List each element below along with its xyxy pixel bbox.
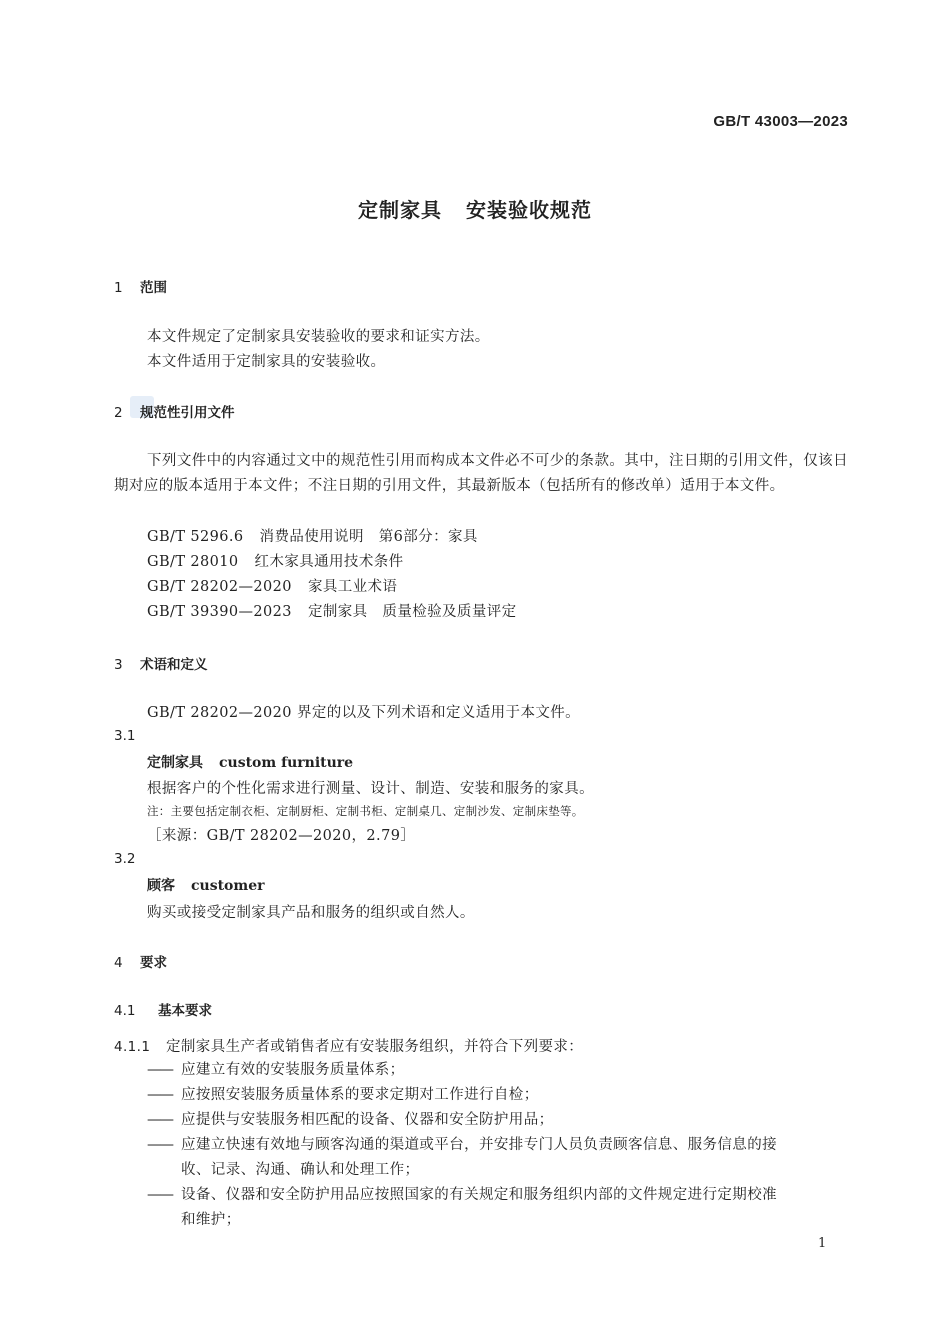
term-english: customer (191, 878, 265, 894)
term-note: 注：主要包括定制衣柜、定制厨柜、定制书柜、定制桌几、定制沙发、定制床垫等。 (147, 804, 584, 818)
section-4-heading (114, 951, 167, 971)
list-item-text: 设备、仪器和安全防护用品应按照国家的有关规定和服务组织内部的文件规定进行定期校准 (181, 1187, 777, 1203)
term-definition: 购买或接受定制家具产品和服务的组织或自然人。 (147, 905, 475, 921)
reference-title: 家具工业术语 (307, 579, 398, 595)
standard-number: GB/T 43003—2023 (713, 113, 848, 130)
list-item-text: 应提供与安装服务相匹配的设备、仪器和安全防护用品； (181, 1112, 554, 1128)
reference-code: GB/T 5296.6 (147, 529, 244, 545)
reference-title: 红木家具通用技术条件 (254, 554, 404, 570)
term-english: custom furniture (219, 755, 354, 771)
paragraph: 本文件适用于定制家具的安装验收。 (147, 354, 386, 370)
list-item-text: 应按照安装服务质量体系的要求定期对工作进行自检； (181, 1087, 539, 1103)
dash-marker: —— (147, 1137, 172, 1153)
section-title: 术语和定义 (140, 657, 208, 673)
title-part-1: 定制家具 (358, 198, 442, 222)
term-number: 3.1 (114, 728, 136, 744)
section-2-heading (114, 401, 235, 421)
term-chinese: 顾客 (147, 878, 175, 894)
reference-item (147, 575, 397, 596)
term-definition: 根据客户的个性化需求进行测量、设计、制造、安装和服务的家具。 (147, 781, 594, 797)
list-item (147, 1108, 848, 1133)
reference-title: 定制家具 质量检验及质量评定 (307, 604, 517, 620)
term-source: ［来源：GB/T 28202—2020，2.79］ (147, 828, 416, 844)
list-item-text: 应建立快速有效地与顾客沟通的渠道或平台，并安排专门人员负责顾客信息、服务信息的接 (181, 1137, 777, 1153)
list-item (147, 1058, 848, 1083)
reference-item (147, 550, 404, 571)
section-3-heading (114, 653, 208, 673)
section-1-heading (114, 276, 167, 296)
term-heading (147, 875, 265, 895)
section-number: 4 (114, 955, 123, 971)
dash-marker: —— (147, 1087, 172, 1103)
paragraph: 本文件规定了定制家具安装验收的要求和证实方法。 (147, 329, 490, 345)
title-part-2: 安装验收规范 (466, 198, 592, 222)
term-number: 3.2 (114, 851, 136, 867)
term-heading (147, 752, 353, 772)
reference-code: GB/T 39390—2023 (147, 604, 292, 620)
section-number: 3 (114, 657, 123, 673)
reference-code: GB/T 28010 (147, 554, 239, 570)
document-title (0, 194, 950, 223)
dash-marker: —— (147, 1187, 172, 1203)
subsection-number: 4.1 (114, 1003, 136, 1019)
section-2-intro: 下列文件中的内容通过文中的规范性引用而构成本文件必不可少的条款。其中，注日期的引用文件，仅该日期对应的版本适用于本文件；不注日期的引用文件，其最新版本（包括所有的修改单）适用于本文件。 (114, 453, 848, 494)
reference-code: GB/T 28202—2020 (147, 579, 292, 595)
list-item-continuation: 和维护； (181, 1212, 241, 1228)
clause-number: 4.1.1 (114, 1039, 151, 1055)
list-item (147, 1083, 848, 1108)
reference-item (147, 600, 517, 621)
list-item-text: 应建立有效的安装服务质量体系； (181, 1062, 405, 1078)
list-item-continuation: 收、记录、沟通、确认和处理工作； (181, 1162, 420, 1178)
reference-title: 消费品使用说明 第6部分：家具 (259, 529, 478, 545)
dash-marker: —— (147, 1062, 172, 1078)
section-title: 规范性引用文件 (140, 405, 235, 421)
list-item (147, 1183, 848, 1233)
subsection-heading (114, 999, 212, 1019)
term-chinese: 定制家具 (147, 755, 203, 771)
section-title: 范围 (140, 280, 167, 296)
list-item (147, 1133, 848, 1183)
clause (114, 1035, 583, 1056)
section-3-intro: GB/T 28202—2020 界定的以及下列术语和定义适用于本文件。 (147, 705, 581, 721)
section-title: 要求 (140, 955, 167, 971)
subsection-title: 基本要求 (158, 1003, 212, 1019)
section-number: 2 (114, 405, 123, 421)
section-number: 1 (114, 280, 123, 296)
dash-marker: —— (147, 1112, 172, 1128)
clause-text: 定制家具生产者或销售者应有安装服务组织，并符合下列要求： (166, 1039, 584, 1055)
page-number: 1 (818, 1236, 827, 1251)
reference-item (147, 525, 478, 546)
